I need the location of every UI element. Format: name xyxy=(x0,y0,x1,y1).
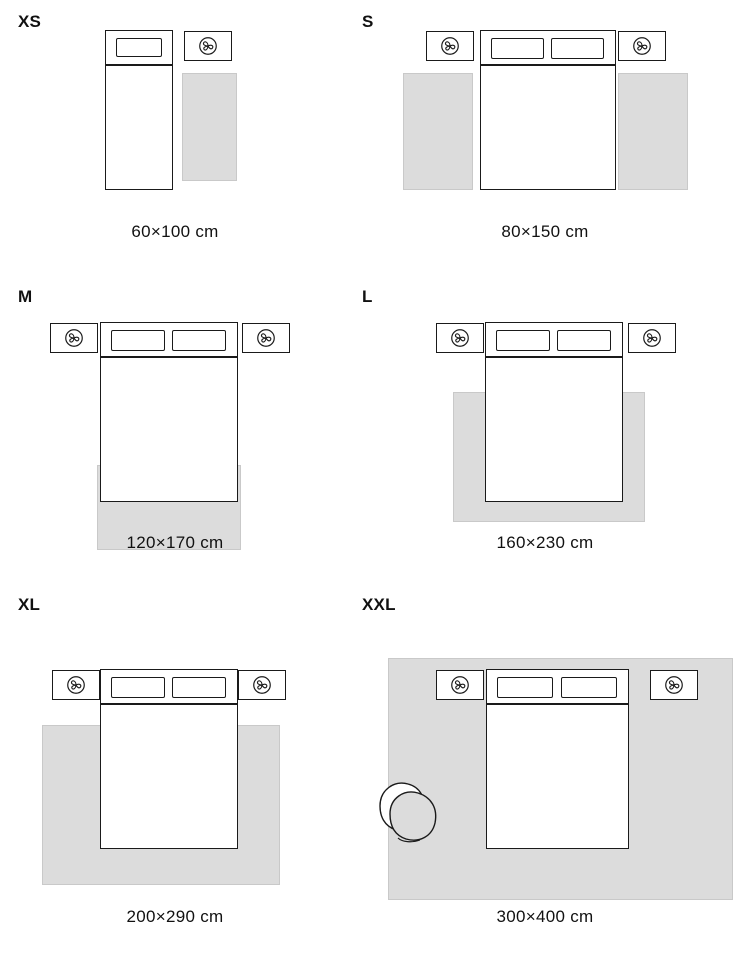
bed-xxl xyxy=(486,704,629,849)
lamp-icon xyxy=(641,327,663,349)
pillow-l-right xyxy=(557,330,611,351)
dimension-label-xl: 200×290 cm xyxy=(126,907,224,926)
nightstand-m-left xyxy=(50,323,98,353)
pillow-xl-left xyxy=(111,677,165,698)
size-label-xs: XS xyxy=(18,12,42,31)
pillow-xxl-right xyxy=(561,677,617,698)
dimension-label-s: 80×150 cm xyxy=(501,222,589,241)
size-cell-xs xyxy=(0,0,350,265)
nightstand-xs xyxy=(184,31,232,61)
size-cell-l xyxy=(350,275,740,575)
dimension-label-xs: 60×100 cm xyxy=(131,222,219,241)
rug-s-left xyxy=(403,73,473,190)
bed-xs xyxy=(105,65,173,190)
lamp-icon xyxy=(197,35,219,57)
bed-m xyxy=(100,357,238,502)
lamp-icon xyxy=(251,674,273,696)
pillow-l-left xyxy=(496,330,550,351)
size-label-s: S xyxy=(362,12,374,31)
size-cell-xl xyxy=(0,585,350,960)
nightstand-m-right xyxy=(242,323,290,353)
size-label-xxl: XXL xyxy=(362,595,396,614)
size-label-m: M xyxy=(18,287,33,306)
size-cell-s xyxy=(350,0,740,265)
nightstand-s-left xyxy=(426,31,474,61)
lamp-icon xyxy=(65,674,87,696)
scene-s xyxy=(350,25,740,200)
pillow-xs xyxy=(116,38,162,57)
lamp-icon xyxy=(255,327,277,349)
nightstand-xl-left xyxy=(52,670,100,700)
dimension-label-m: 120×170 cm xyxy=(126,533,224,552)
nightstand-xl-right xyxy=(238,670,286,700)
armchair-icon xyxy=(368,770,458,860)
nightstand-xxl-left xyxy=(436,670,484,700)
scene-l xyxy=(350,310,740,525)
size-label-l: L xyxy=(362,287,373,306)
lamp-icon xyxy=(631,35,653,57)
size-cell-xxl xyxy=(350,585,740,960)
dimension-label-xxl: 300×400 cm xyxy=(496,907,594,926)
pillow-m-left xyxy=(111,330,165,351)
lamp-icon xyxy=(439,35,461,57)
bed-xl xyxy=(100,704,238,849)
lamp-icon xyxy=(449,327,471,349)
armchair-xxl xyxy=(368,770,458,860)
lamp-icon xyxy=(63,327,85,349)
pillow-xxl-left xyxy=(497,677,553,698)
nightstand-l-left xyxy=(436,323,484,353)
scene-xl xyxy=(0,645,350,910)
nightstand-s-right xyxy=(618,31,666,61)
lamp-icon xyxy=(449,674,471,696)
nightstand-l-right xyxy=(628,323,676,353)
nightstand-xxl-right xyxy=(650,670,698,700)
rug-s-right xyxy=(618,73,688,190)
rug-xs xyxy=(182,73,237,181)
bed-l xyxy=(485,357,623,502)
size-cell-m xyxy=(0,275,350,575)
pillow-m-right xyxy=(172,330,226,351)
scene-xs xyxy=(0,25,350,200)
bed-s xyxy=(480,65,616,190)
size-label-xl: XL xyxy=(18,595,41,614)
pillow-s-right xyxy=(551,38,604,59)
lamp-icon xyxy=(663,674,685,696)
dimension-label-l: 160×230 cm xyxy=(496,533,594,552)
scene-xxl xyxy=(350,645,740,910)
scene-m xyxy=(0,310,350,525)
pillow-xl-right xyxy=(172,677,226,698)
pillow-s-left xyxy=(491,38,544,59)
